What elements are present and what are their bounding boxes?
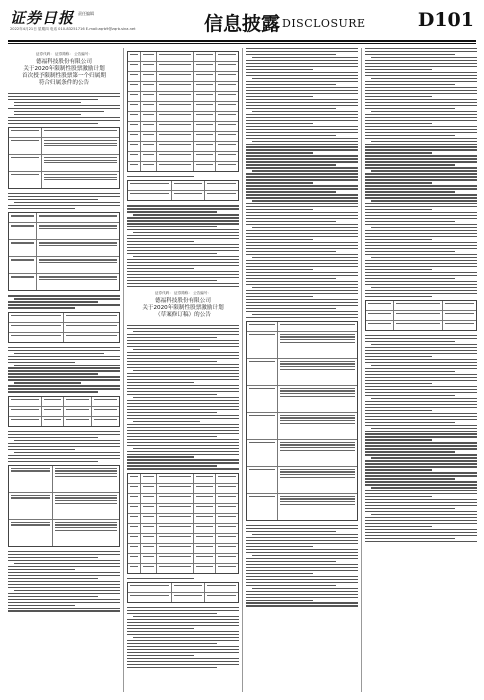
data-table (127, 180, 239, 201)
notice-heading (127, 291, 239, 319)
notice-code-line: 证券代码： 证券简称： 公告编号： (154, 291, 212, 296)
notice-code-line: 证券代码： 证券简称： 公告编号： (35, 52, 93, 56)
data-table (246, 321, 358, 521)
column-divider (123, 48, 124, 692)
column-divider (242, 48, 243, 692)
body-text-block (365, 335, 477, 542)
body-text-block (8, 347, 120, 393)
column-1 (8, 48, 120, 692)
column-divider (361, 48, 362, 692)
date-line: 2022年4月21日 星期四 电话 010-83251716 E-mail:zqrb9@zqrb.sina.net (10, 27, 136, 31)
notice-title-line: 德福科技股份有限公司 (155, 298, 211, 305)
data-table (127, 51, 239, 172)
notice-title-line: 德福科技股份有限公司 (36, 59, 92, 65)
body-text-block (8, 93, 120, 124)
body-text-block (8, 295, 120, 308)
data-table (127, 582, 239, 603)
body-text-block (8, 431, 120, 462)
notice-title-line: 关于2020年限制性股票激励计划 (23, 66, 105, 72)
editor-meta: 责任编辑 (78, 11, 94, 16)
body-text-block (246, 48, 358, 318)
body-text-block (365, 48, 477, 297)
data-table (8, 396, 120, 427)
section-title-en: DISCLOSURE (282, 17, 366, 30)
body-text-block (127, 176, 239, 177)
body-text-block (127, 578, 239, 579)
body-text-block (127, 205, 239, 287)
masthead-rule (8, 40, 476, 42)
notice-title-line: 首次授予限制性股票第一个归属期 (22, 73, 106, 79)
data-table (127, 473, 239, 574)
notice-title-line: 关于2020年限制性股票激励计划 (142, 305, 224, 312)
notice-heading (8, 52, 120, 87)
data-table (8, 127, 120, 189)
body-text-block (246, 525, 358, 607)
column-4 (365, 48, 477, 692)
column-2 (127, 48, 239, 692)
masthead (8, 6, 476, 38)
body-text-block (8, 551, 120, 612)
column-3 (246, 48, 358, 692)
notice-title-line: （草案修订稿）的公告 (155, 312, 211, 319)
notice-title-line: 符合归属条件的公告 (38, 80, 90, 86)
data-table (8, 465, 120, 547)
body-text-block (127, 325, 239, 470)
body-text-block (127, 607, 239, 668)
data-table (365, 300, 477, 331)
body-text-block (8, 193, 120, 209)
section-title: 信息披露 (204, 13, 281, 35)
data-table (8, 212, 120, 291)
page-number: D101 (417, 9, 474, 31)
newspaper-logo: 证券日报 (10, 9, 75, 27)
data-table (8, 312, 120, 343)
masthead-rule-thin (8, 43, 476, 44)
